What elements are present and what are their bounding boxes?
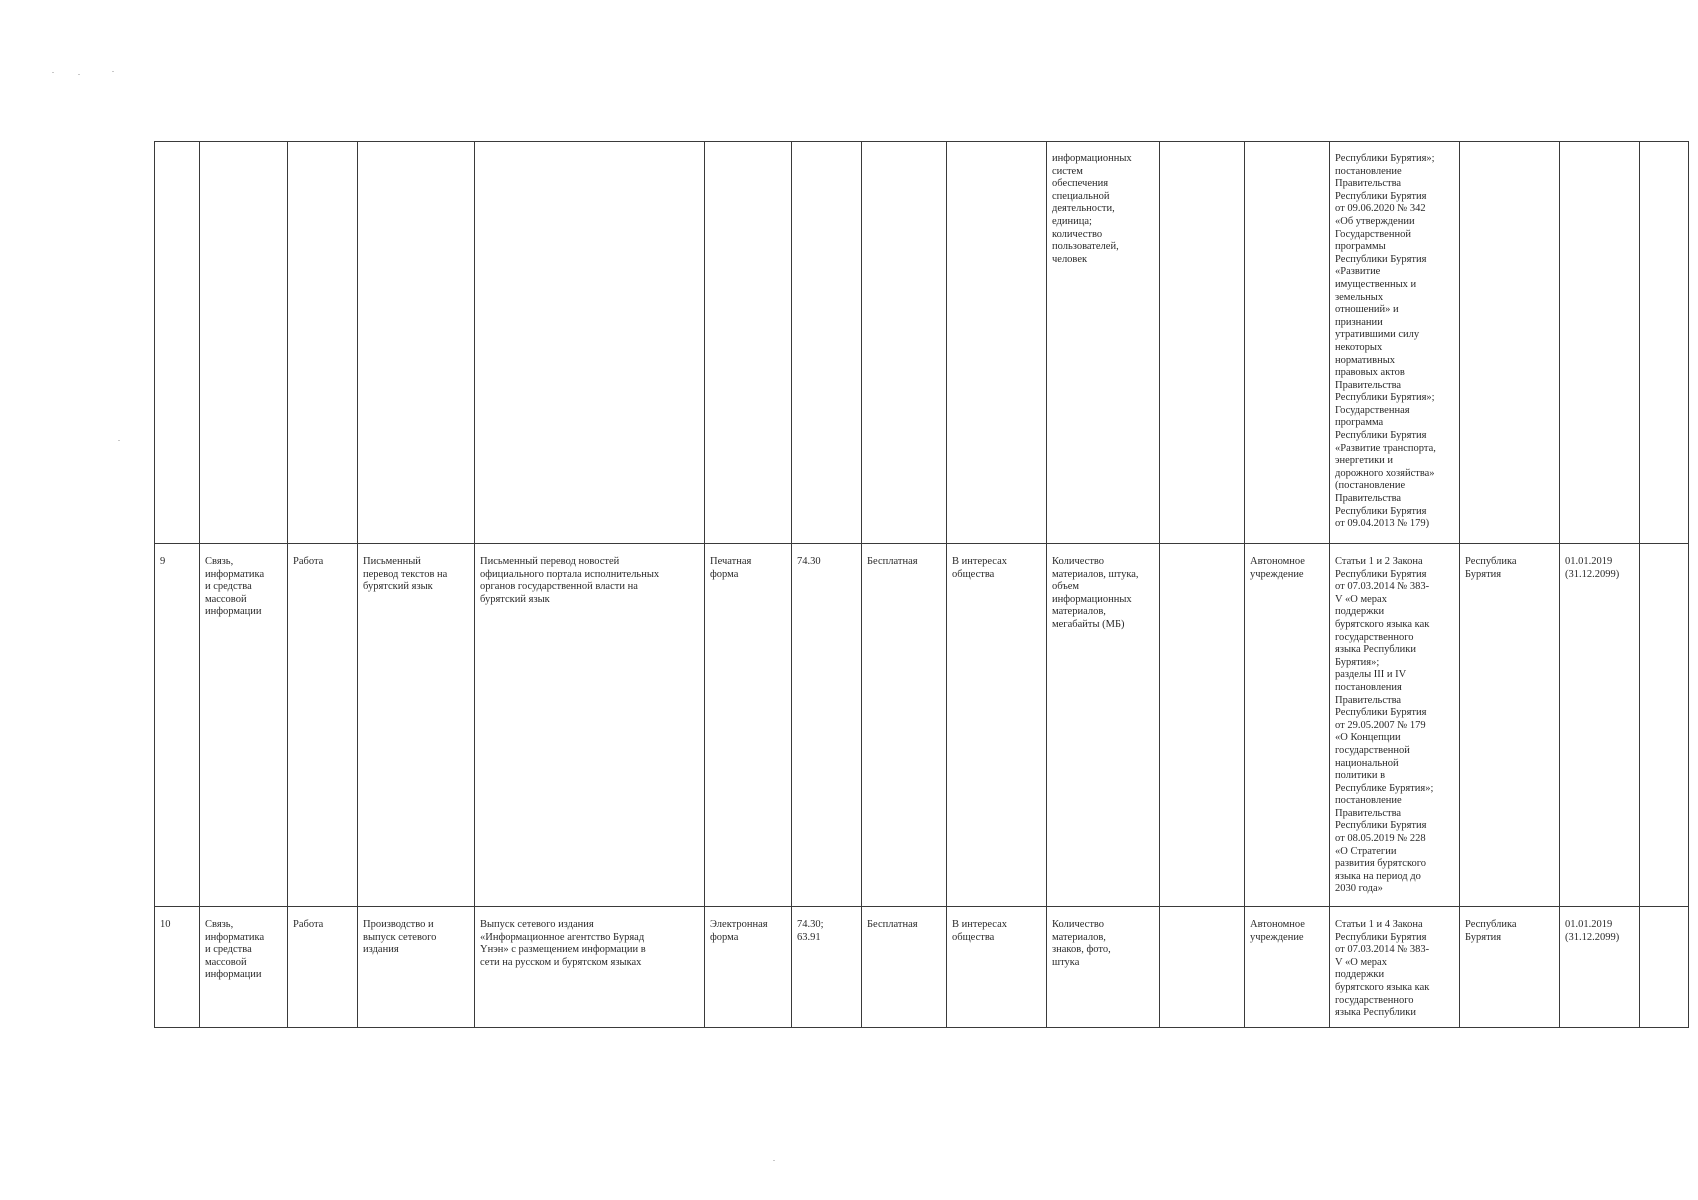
cell-sphere	[200, 142, 288, 544]
cell-dates	[1560, 142, 1640, 544]
cell-content	[475, 142, 705, 544]
table-row-9	[155, 544, 1689, 907]
cell-extra	[1160, 142, 1245, 544]
legal-basis-text: Республики Бурятия»; постановление Правительства Республики Бурятия от 09.06.2020 № 342 «Об утверждении Государственной программы Республики Бурятия «Развитие имущественных и земельных отношений» и признании утратившими силу некоторых нормативных правовых актов Правительства Республики Бурятия»; Государственная программа Республики Бурятия «Развитие транспорта, энергетики и дорожного хозяйства» (постановление Правительства Республики Бурятия от 09.04.2013 № 179)	[1335, 153, 1436, 530]
services-registry-table	[154, 141, 1689, 1028]
cell-name: Производство и выпуск сетевого издания	[358, 907, 475, 1028]
cell-okved	[792, 142, 862, 544]
cell-content: Выпуск сетевого издания «Информационное агентство Буряад Үнэн» с размещением информации в сети на русском и бурятском языках	[475, 907, 705, 1028]
cell-form: Печатная форма	[705, 544, 792, 907]
cell-sphere: Связь, информатика и средства массовой информации	[200, 544, 288, 907]
cell-extra	[1160, 907, 1245, 1028]
cell-content: Письменный перевод новостей официального портала исполнительных органов государственной власти на бурятский язык	[475, 544, 705, 907]
cell-number	[155, 142, 200, 544]
cell-last	[1640, 142, 1689, 544]
indicator-text: информационных систем обеспечения специальной деятельности, единица; количество пользователей, человек	[1052, 153, 1132, 265]
cell-last	[1640, 544, 1689, 907]
cell-number: 10	[155, 907, 200, 1028]
cell-kind	[288, 142, 358, 544]
cell-kind: Работа	[288, 907, 358, 1028]
cell-institution-type	[1245, 142, 1330, 544]
cell-kind: Работа	[288, 544, 358, 907]
cell-number: 9	[155, 544, 200, 907]
cell-extra	[1160, 544, 1245, 907]
cell-form	[705, 142, 792, 544]
cell-okved: 74.30; 63.91	[792, 907, 862, 1028]
cell-consumers: В интересах общества	[947, 544, 1047, 907]
cell-payment	[862, 142, 947, 544]
cell-region: Республика Бурятия	[1460, 544, 1560, 907]
cell-okved: 74.30	[792, 544, 862, 907]
cell-consumers	[947, 142, 1047, 544]
scan-speck	[112, 71, 114, 72]
cell-consumers: В интересах общества	[947, 907, 1047, 1028]
cell-form: Электронная форма	[705, 907, 792, 1028]
cell-indicator	[1047, 142, 1160, 544]
cell-name	[358, 142, 475, 544]
cell-payment: Бесплатная	[862, 544, 947, 907]
cell-legal-basis: Статьи 1 и 4 Закона Республики Бурятия от 07.03.2014 № 383- V «О мерах поддержки бурятского языка как государственного языка Республики	[1330, 907, 1460, 1028]
cell-institution-type: Автономное учреждение	[1245, 907, 1330, 1028]
cell-last	[1640, 907, 1689, 1028]
table-row-10	[155, 907, 1689, 1028]
cell-region	[1460, 142, 1560, 544]
cell-legal-basis	[1330, 142, 1460, 544]
table-row-continuation	[155, 142, 1689, 544]
cell-legal-basis: Статьи 1 и 2 Закона Республики Бурятия от 07.03.2014 № 383- V «О мерах поддержки бурятского языка как государственного языка Республики Бурятия»; разделы III и IV постановления Правительства Республики Бурятия от 29.05.2007 № 179 «О Концепции государственной национальной политики в Республике Бурятия»; постановление Правительства Республики Бурятия от 08.05.2019 № 228 «О Стратегии развития бурятского языка на период до 2030 года»	[1330, 544, 1460, 907]
cell-sphere: Связь, информатика и средства массовой информации	[200, 907, 288, 1028]
cell-region: Республика Бурятия	[1460, 907, 1560, 1028]
cell-indicator: Количество материалов, штука, объем информационных материалов, мегабайты (МБ)	[1047, 544, 1160, 907]
cell-payment: Бесплатная	[862, 907, 947, 1028]
cell-name: Письменный перевод текстов на бурятский язык	[358, 544, 475, 907]
scan-speck	[52, 72, 54, 73]
cell-indicator: Количество материалов, знаков, фото, штука	[1047, 907, 1160, 1028]
scan-speck	[78, 74, 80, 75]
scan-speck	[773, 1160, 775, 1161]
scan-speck	[118, 440, 120, 441]
cell-institution-type: Автономное учреждение	[1245, 544, 1330, 907]
cell-dates: 01.01.2019 (31.12.2099)	[1560, 544, 1640, 907]
cell-dates: 01.01.2019 (31.12.2099)	[1560, 907, 1640, 1028]
